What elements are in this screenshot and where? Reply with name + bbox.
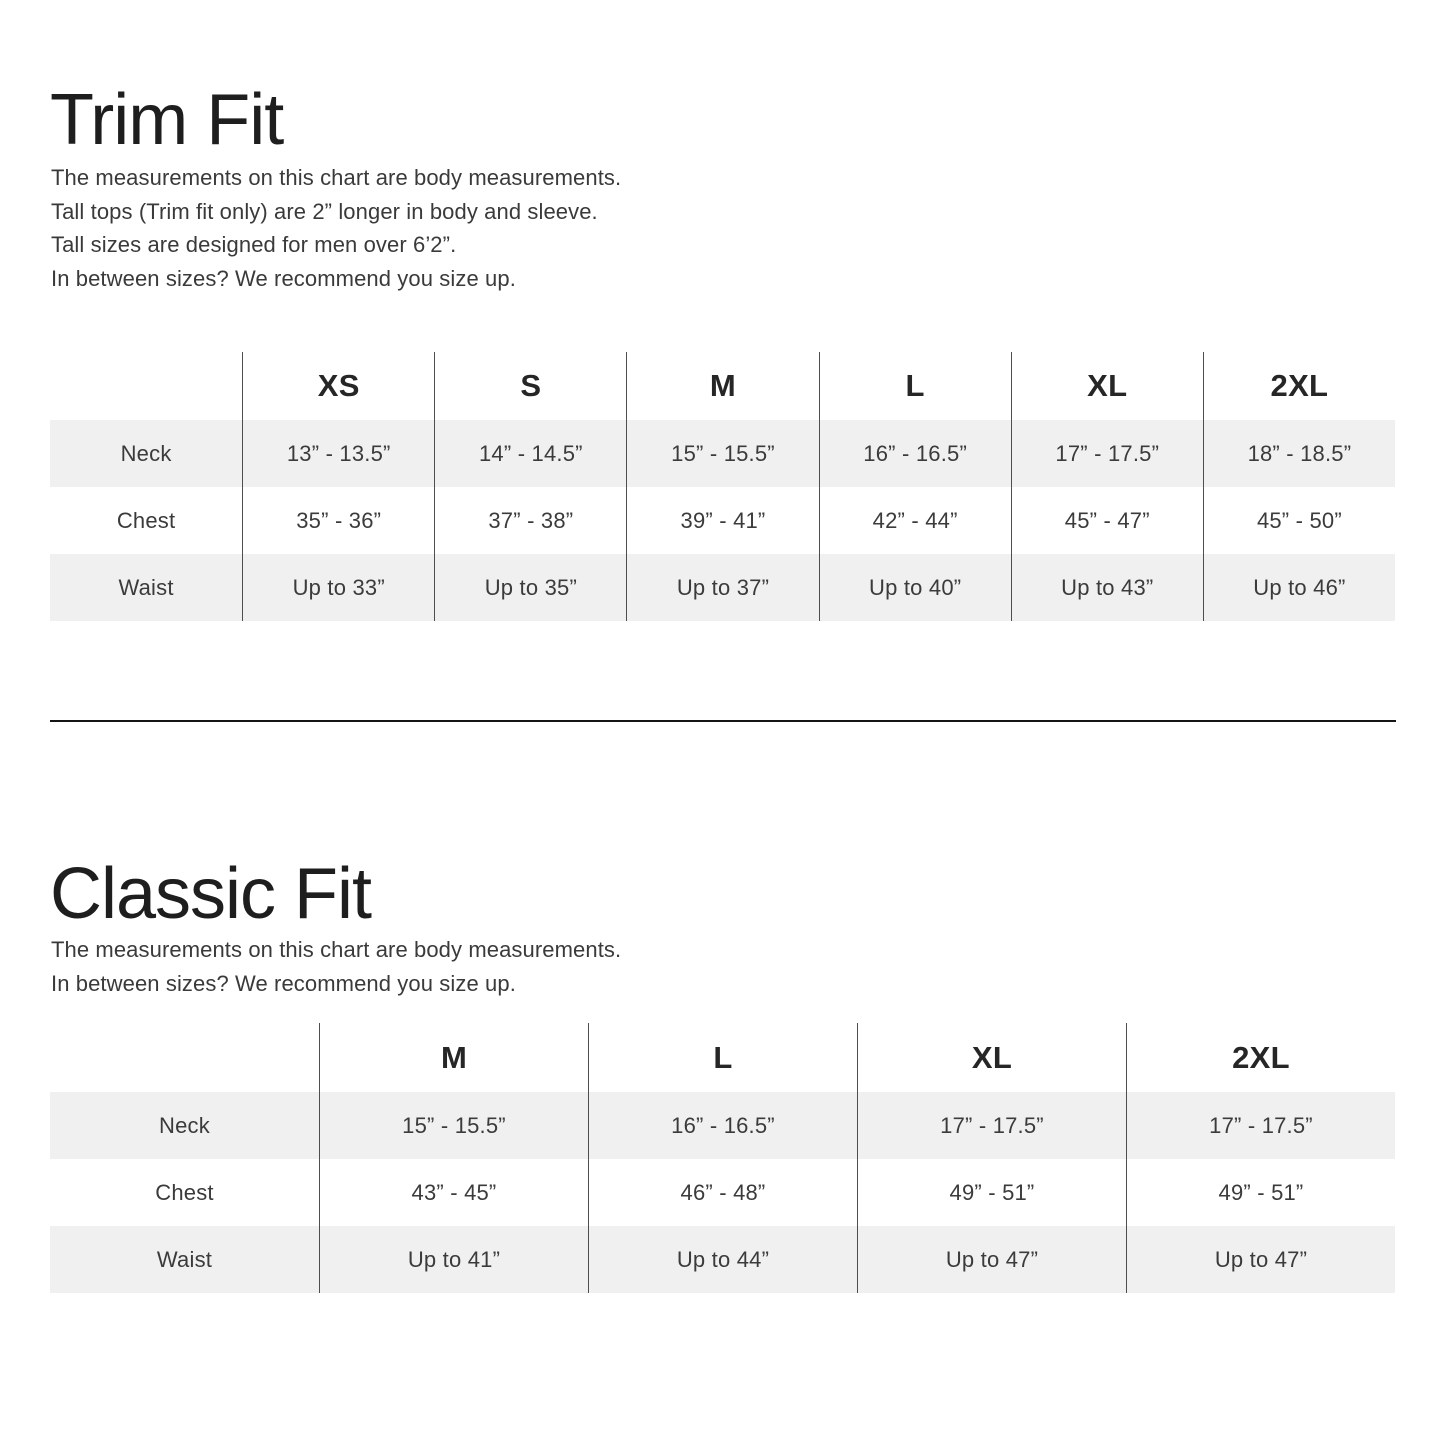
- table-cell: Up to 47”: [857, 1226, 1126, 1293]
- table-cell: Up to 33”: [242, 554, 434, 621]
- note-line: The measurements on this chart are body measurements.: [51, 165, 622, 190]
- table-cell: 45” - 50”: [1203, 487, 1395, 554]
- column-header: M: [319, 1023, 588, 1092]
- table-cell: Up to 41”: [319, 1226, 588, 1293]
- note-line: The measurements on this chart are body measurements.: [51, 937, 622, 962]
- column-header: M: [626, 352, 818, 420]
- classic-fit-notes: [51, 933, 621, 1000]
- table-cell: Up to 43”: [1011, 554, 1203, 621]
- table-cell: Up to 40”: [819, 554, 1011, 621]
- table-cell: 17” - 17.5”: [857, 1092, 1126, 1159]
- row-label: Chest: [116, 507, 176, 533]
- section-divider: [50, 720, 1396, 722]
- table-cell: 18” - 18.5”: [1203, 420, 1395, 487]
- table-cell: 43” - 45”: [319, 1159, 588, 1226]
- table-cell: 42” - 44”: [819, 487, 1011, 554]
- corner-cell: [50, 352, 242, 420]
- trim-fit-table: [50, 352, 1395, 621]
- table-cell: 14” - 14.5”: [434, 420, 626, 487]
- table-cell: 16” - 16.5”: [819, 420, 1011, 487]
- table-cell: 37” - 38”: [434, 487, 626, 554]
- column-header: 2XL: [1126, 1023, 1395, 1092]
- row-label: Neck: [50, 1092, 319, 1159]
- table-cell: 45” - 47”: [1011, 487, 1203, 554]
- column-header: L: [819, 352, 1011, 420]
- column-header: 2XL: [1203, 352, 1395, 420]
- note-line: In between sizes? We recommend you size up.: [51, 970, 516, 996]
- classic-fit-title: Classic Fit: [50, 854, 372, 934]
- table-cell: 15” - 15.5”: [319, 1092, 588, 1159]
- row-label: Waist: [50, 1226, 319, 1293]
- column-header: S: [434, 352, 626, 420]
- table-cell: 39” - 41”: [626, 487, 818, 554]
- table-cell: 17” - 17.5”: [1126, 1092, 1395, 1159]
- table-cell: Up to 44”: [588, 1226, 857, 1293]
- trim-fit-notes: [51, 161, 621, 295]
- table-cell: 17” - 17.5”: [1011, 420, 1203, 487]
- row-label: Chest: [155, 1179, 214, 1205]
- column-header: L: [588, 1023, 857, 1092]
- row-label: Neck: [50, 420, 242, 487]
- column-header: XL: [1011, 352, 1203, 420]
- column-header: XL: [857, 1023, 1126, 1092]
- table-cell: 13” - 13.5”: [242, 420, 434, 487]
- trim-fit-title: Trim Fit: [50, 80, 284, 160]
- table-cell: 46” - 48”: [588, 1159, 857, 1226]
- classic-fit-table: [50, 1023, 1395, 1293]
- row-label: Waist: [50, 554, 242, 621]
- table-cell: Up to 46”: [1203, 554, 1395, 621]
- table-cell: Up to 37”: [626, 554, 818, 621]
- corner-cell: [50, 1023, 319, 1092]
- table-cell: 49” - 51”: [1126, 1159, 1395, 1226]
- table-cell: Up to 47”: [1126, 1226, 1395, 1293]
- table-cell: Up to 35”: [434, 554, 626, 621]
- note-line: Tall sizes are designed for men over 6’2”.: [51, 232, 457, 257]
- note-line: In between sizes? We recommend you size up.: [51, 265, 516, 291]
- table-cell: 49” - 51”: [857, 1159, 1126, 1226]
- column-header: XS: [242, 352, 434, 420]
- table-cell: 15” - 15.5”: [626, 420, 818, 487]
- table-cell: 16” - 16.5”: [588, 1092, 857, 1159]
- table-cell: 35” - 36”: [242, 487, 434, 554]
- note-line: Tall tops (Trim fit only) are 2” longer in body and sleeve.: [51, 198, 598, 224]
